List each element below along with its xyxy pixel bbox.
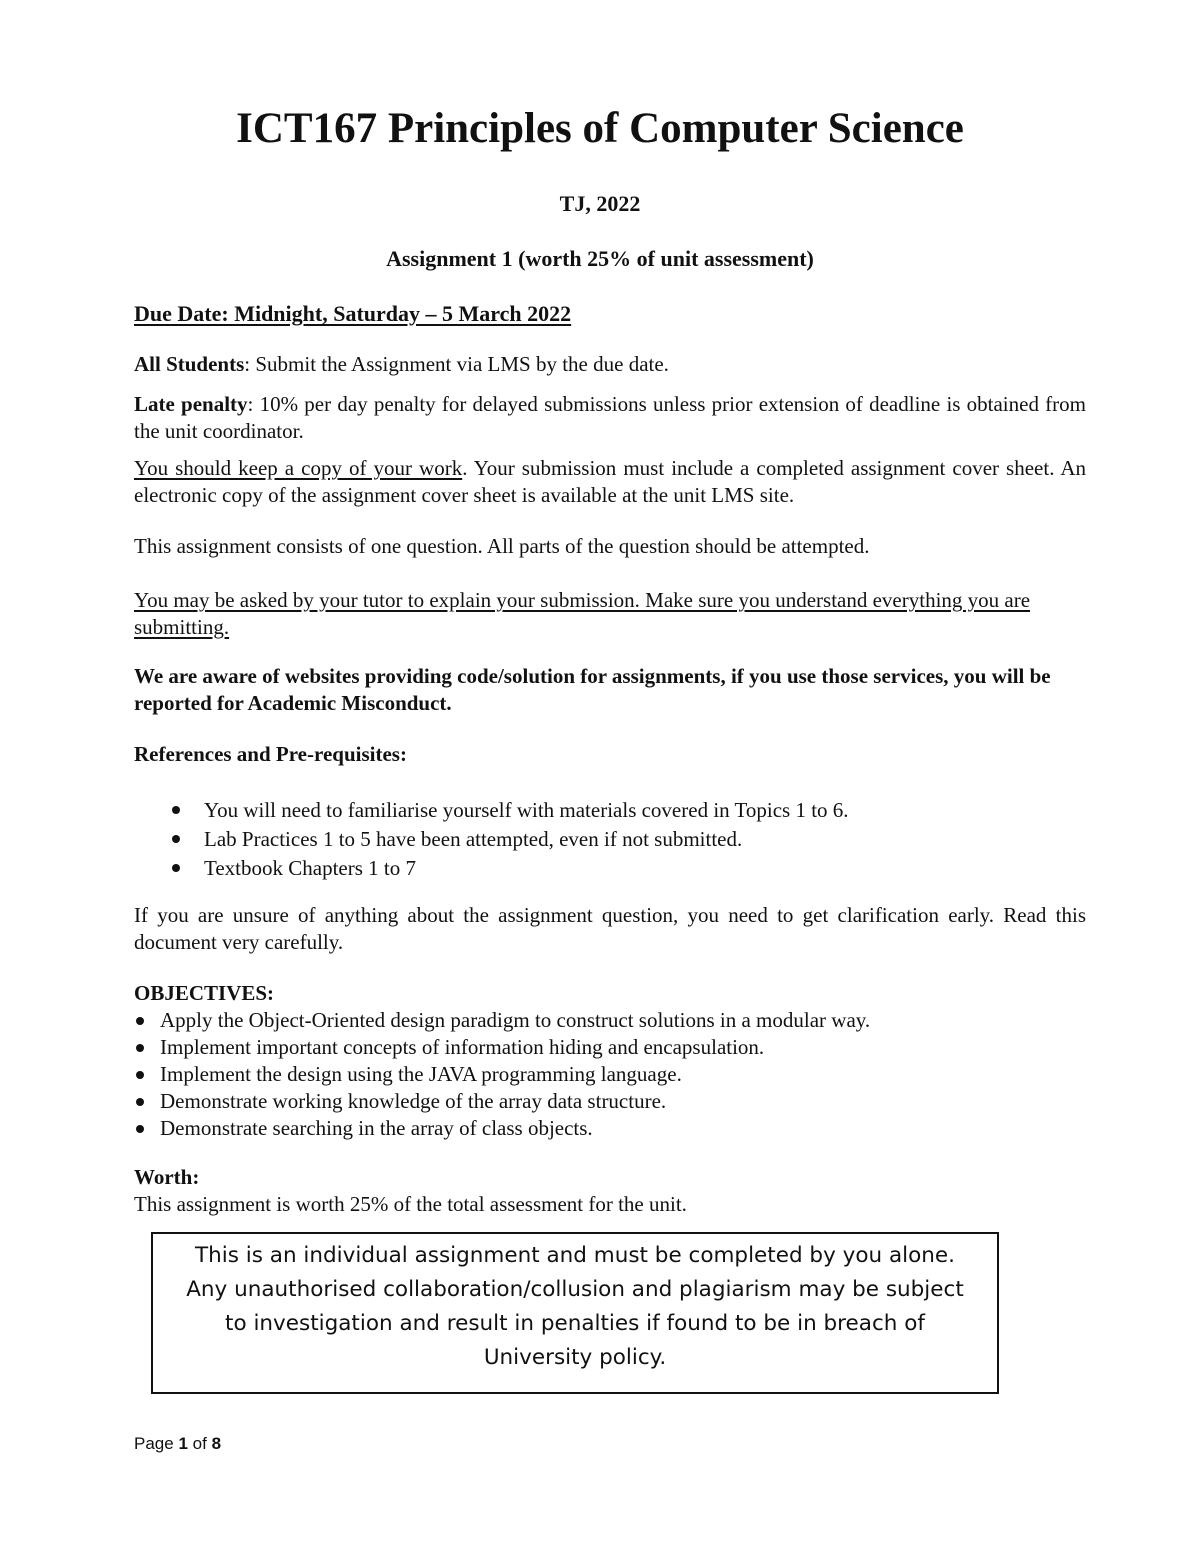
notice-line: Any unauthorised collaboration/collusion and plagiarism may be subject (186, 1277, 964, 1302)
of-word: of (192, 1434, 207, 1453)
clarification-paragraph: If you are unsure of anything about the assignment question, you need to get clarification early. Read this document very carefully. (134, 903, 1086, 954)
all-students-label: All Students (134, 352, 245, 376)
notice-line: This is an individual assignment and must be completed by you alone. (195, 1243, 955, 1268)
keep-copy-underlined: You should keep a copy of your work (134, 456, 463, 480)
list-item: Textbook Chapters 1 to 7 (170, 854, 849, 883)
consists-paragraph: This assignment consists of one question. All parts of the question should be attempted. (134, 534, 870, 558)
late-penalty-label: Late penalty (134, 392, 248, 416)
objectives-list (134, 1007, 870, 1142)
page-word: Page (134, 1434, 174, 1453)
references-list (170, 796, 849, 883)
notice-line: to investigation and result in penalties if found to be in breach of (225, 1311, 925, 1336)
objectives-heading: OBJECTIVES: (134, 981, 275, 1005)
all-students-paragraph (134, 351, 1086, 378)
keep-copy-text: . Your submission must include a completed assignment cover sheet. An electronic copy of the assignment cover sheet is available at the unit LMS site. (134, 456, 1086, 507)
bullet-icon (136, 1044, 144, 1052)
late-penalty-text: : 10% per day penalty for delayed submissions unless prior extension of deadline is obtained from the unit coordinator. (134, 392, 1086, 443)
list-item: Apply the Object-Oriented design paradigm to construct solutions in a modular way. (134, 1007, 870, 1034)
list-item: Demonstrate working knowledge of the array data structure. (134, 1088, 870, 1115)
references-heading: References and Pre-requisites: (134, 742, 407, 766)
worth-text: This assignment is worth 25% of the total assessment for the unit. (134, 1192, 687, 1216)
assignment-heading: Assignment 1 (worth 25% of unit assessment) (386, 246, 814, 271)
bullet-icon (136, 1125, 144, 1133)
list-item: Implement important concepts of information hiding and encapsulation. (134, 1034, 870, 1061)
all-students-text: : Submit the Assignment via LMS by the due date. (244, 352, 669, 376)
late-penalty-paragraph (134, 391, 1086, 445)
total-pages: 8 (211, 1434, 222, 1453)
due-date: Due Date: Midnight, Saturday – 5 March 2022 (134, 301, 572, 326)
list-item: Implement the design using the JAVA programming language. (134, 1061, 870, 1088)
session-label: TJ, 2022 (559, 191, 641, 216)
bullet-icon (136, 1017, 144, 1025)
bullet-icon (172, 806, 180, 814)
document-title: ICT167 Principles of Computer Science (236, 105, 964, 152)
bullet-icon (172, 864, 180, 872)
bullet-icon (136, 1071, 144, 1079)
bullet-icon (172, 835, 180, 843)
worth-heading: Worth: (134, 1165, 200, 1189)
list-item: Demonstrate searching in the array of class objects. (134, 1115, 870, 1142)
page-number (134, 1434, 221, 1454)
current-page: 1 (178, 1434, 188, 1453)
list-item: You will need to familiarise yourself with materials covered in Topics 1 to 6. (170, 796, 849, 825)
tutor-note: You may be asked by your tutor to explain your submission. Make sure you understand everything you are submitting. (134, 588, 1031, 639)
list-item: Lab Practices 1 to 5 have been attempted, even if not submitted. (170, 825, 849, 854)
keep-copy-paragraph (134, 455, 1086, 509)
individual-assignment-notice (151, 1232, 999, 1394)
misconduct-warning: We are aware of websites providing code/solution for assignments, if you use those services, you will be reported for Academic Misconduct. (134, 664, 1051, 715)
notice-line: University policy. (483, 1345, 667, 1370)
bullet-icon (136, 1098, 144, 1106)
